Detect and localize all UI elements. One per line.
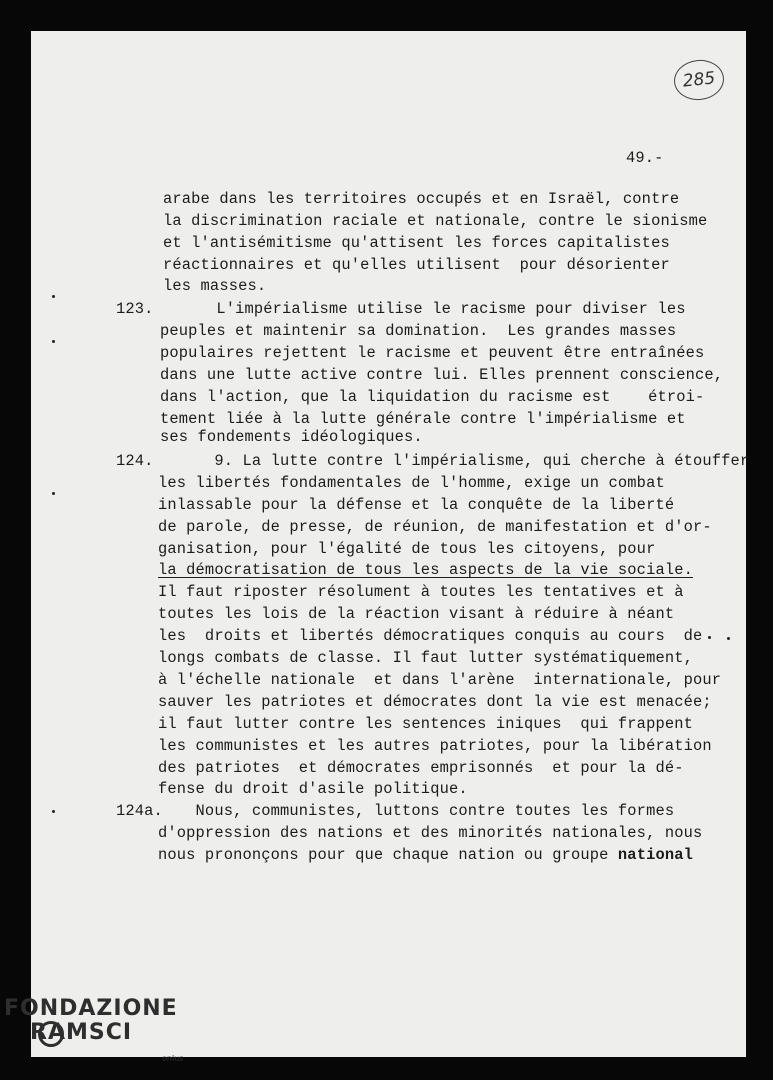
text-line: il faut lutter contre les sentences iniques qui frappent bbox=[158, 715, 693, 733]
watermark-g-icon bbox=[38, 1021, 64, 1047]
text-line: dans une lutte active contre lui. Elles prennent conscience, bbox=[160, 366, 724, 384]
archive-stamp-number: 285 bbox=[672, 57, 726, 102]
margin-mark bbox=[52, 295, 55, 298]
text-line: réactionnaires et qu'elles utilisent pour désorienter bbox=[163, 256, 670, 274]
paragraph-number: 124. bbox=[116, 452, 154, 470]
paragraph-number: 123. bbox=[116, 300, 154, 318]
text-line: des patriotes et démocrates emprisonnés et pour la dé- bbox=[158, 759, 684, 777]
text-line: les masses. bbox=[163, 277, 267, 295]
text-line: Il faut riposter résolument à toutes les tentatives et à bbox=[158, 583, 684, 601]
watermark-line2: RAMSCI bbox=[30, 1020, 133, 1045]
text-line: dans l'action, que la liquidation du racisme est étroi- bbox=[160, 388, 705, 406]
text-line: tement liée à la lutte générale contre l'impérialisme et bbox=[160, 410, 686, 428]
fondazione-gramsci-watermark bbox=[4, 996, 184, 1063]
text-line: et l'antisémitisme qu'attisent les forces capitalistes bbox=[163, 234, 670, 252]
text-line: la discrimination raciale et nationale, contre le sionisme bbox=[163, 212, 708, 230]
text-line: à l'échelle nationale et dans l'arène internationale, pour bbox=[158, 671, 722, 689]
text-line: les communistes et les autres patriotes, pour la libération bbox=[158, 737, 712, 755]
text-line bbox=[158, 844, 693, 866]
margin-mark bbox=[52, 492, 55, 495]
text-line: les libertés fondamentales de l'homme, exige un combat bbox=[158, 474, 665, 492]
text-line: toutes les lois de la réaction visant à réduire à néant bbox=[158, 605, 675, 623]
margin-mark bbox=[708, 636, 711, 639]
text-line: ses fondements idéologiques. bbox=[160, 428, 423, 446]
text-line: sauver les patriotes et démocrates dont la vie est menacée; bbox=[158, 693, 712, 711]
text-line: populaires rejettent le racisme et peuvent être entraînées bbox=[160, 344, 705, 362]
paragraph-number: 124a. bbox=[116, 802, 163, 820]
text-line: fense du droit d'asile politique. bbox=[158, 780, 468, 798]
text-line-start: nous prononçons pour que chaque nation ou groupe bbox=[158, 846, 618, 864]
text-line: ganisation, pour l'égalité de tous les citoyens, pour bbox=[158, 540, 656, 558]
bold-word: national bbox=[617, 846, 694, 864]
margin-mark bbox=[52, 340, 55, 343]
underlined-text-line: la démocratisation de tous les aspects de la vie sociale. bbox=[158, 561, 693, 579]
text-line: L'impérialisme utilise le racisme pour diviser les bbox=[160, 300, 686, 318]
text-line: peuples et maintenir sa domination. Les grandes masses bbox=[160, 322, 677, 340]
watermark-line1: FONDAZIONE bbox=[4, 996, 178, 1021]
margin-mark bbox=[52, 810, 55, 813]
page-number: 49.- bbox=[626, 149, 664, 167]
text-line: inlassable pour la défense et la conquête de la liberté bbox=[158, 496, 675, 514]
text-line: d'oppression des nations et des minorités nationales, nous bbox=[158, 824, 703, 842]
margin-mark bbox=[727, 637, 730, 640]
text-line: Nous, communistes, luttons contre toutes les formes bbox=[158, 802, 675, 820]
text-line: de parole, de presse, de réunion, de manifestation et d'or- bbox=[158, 518, 712, 536]
text-line: longs combats de classe. Il faut lutter systématiquement, bbox=[158, 649, 693, 667]
watermark-onlus: onlus bbox=[162, 1054, 184, 1063]
text-line: les droits et libertés démocratiques conquis au cours de bbox=[158, 627, 703, 645]
text-line: arabe dans les territoires occupés et en Israël, contre bbox=[163, 190, 680, 208]
text-line: 9. La lutte contre l'impérialisme, qui cherche à étouffer bbox=[158, 452, 750, 470]
